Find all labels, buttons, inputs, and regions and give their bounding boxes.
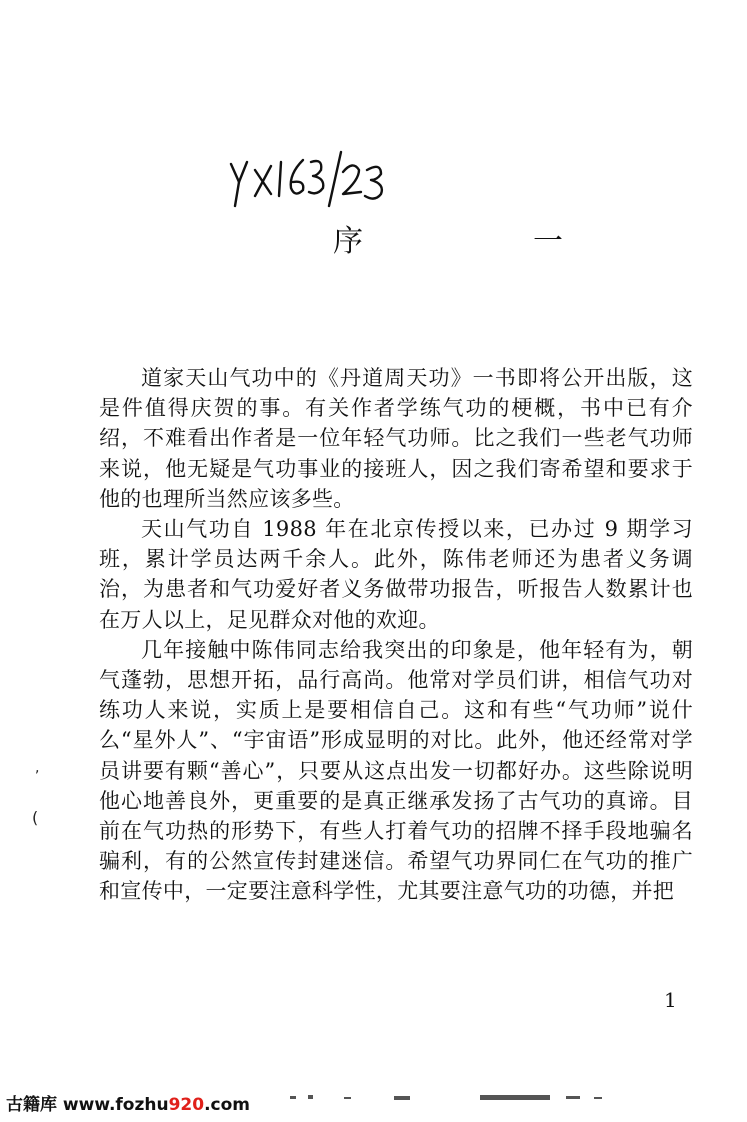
margin-mark: , (35, 760, 40, 776)
paragraph: 道家天山气功中的《丹道周天功》一书即将公开出版，这是件值得庆贺的事。有关作者学练气功的梗概，书中已有介绍，不难看出作者是一位年轻气功师。比之我们一些老气功师来说，他无疑是气功事业的接班人，因之我们寄希望和要求于他的也理所当然应该多些。 (99, 366, 693, 511)
scan-artifact (290, 1090, 620, 1104)
watermark-url-suffix: .com (204, 1095, 251, 1115)
margin-mark: ( (32, 808, 39, 827)
watermark-url-number: 920 (168, 1095, 205, 1115)
site-watermark (6, 1090, 250, 1115)
body-text (99, 363, 693, 907)
paragraph: 几年接触中陈伟同志给我突出的印象是，他年轻有为，朝气蓬勃，思想开拓，品行高尚。他常对学员们讲，相信气功对练功人来说，实质上是要相信自己。这和有些“气功师”说什么“星外人”、“宇宙语”形成显明的对比。此外，他还经常对学员讲要有颗“善心”，只要从这点出发一切都好办。这些除说明他心地善良外，更重要的是真正继承发扬了古气功的真谛。目前在气功热的形势下，有些人打着气功的招牌不择手段地骗名骗利，有的公然宣传封建迷信。希望气功界同仁在气功的推广和宣传中，一定要注意科学性，尤其要注意气功的功德，并把 (99, 637, 693, 904)
page-title: 序 一 (333, 224, 633, 259)
watermark-label: 古籍库 (6, 1095, 57, 1115)
watermark-url-prefix: www.fozhu (62, 1095, 169, 1115)
page-number: 1 (664, 988, 677, 1012)
paragraph: 天山气功自 1988 年在北京传授以来，已办过 9 期学习班，累计学员达两千余人。此外，陈伟老师还为患者义务调治，为患者和气功爱好者义务做带功报告，听报告人数累计也在万人以上，足见群众对他的欢迎。 (99, 517, 693, 632)
handwritten-catalog-annotation (225, 148, 395, 212)
handwritten-annotation-drawing (225, 148, 395, 212)
